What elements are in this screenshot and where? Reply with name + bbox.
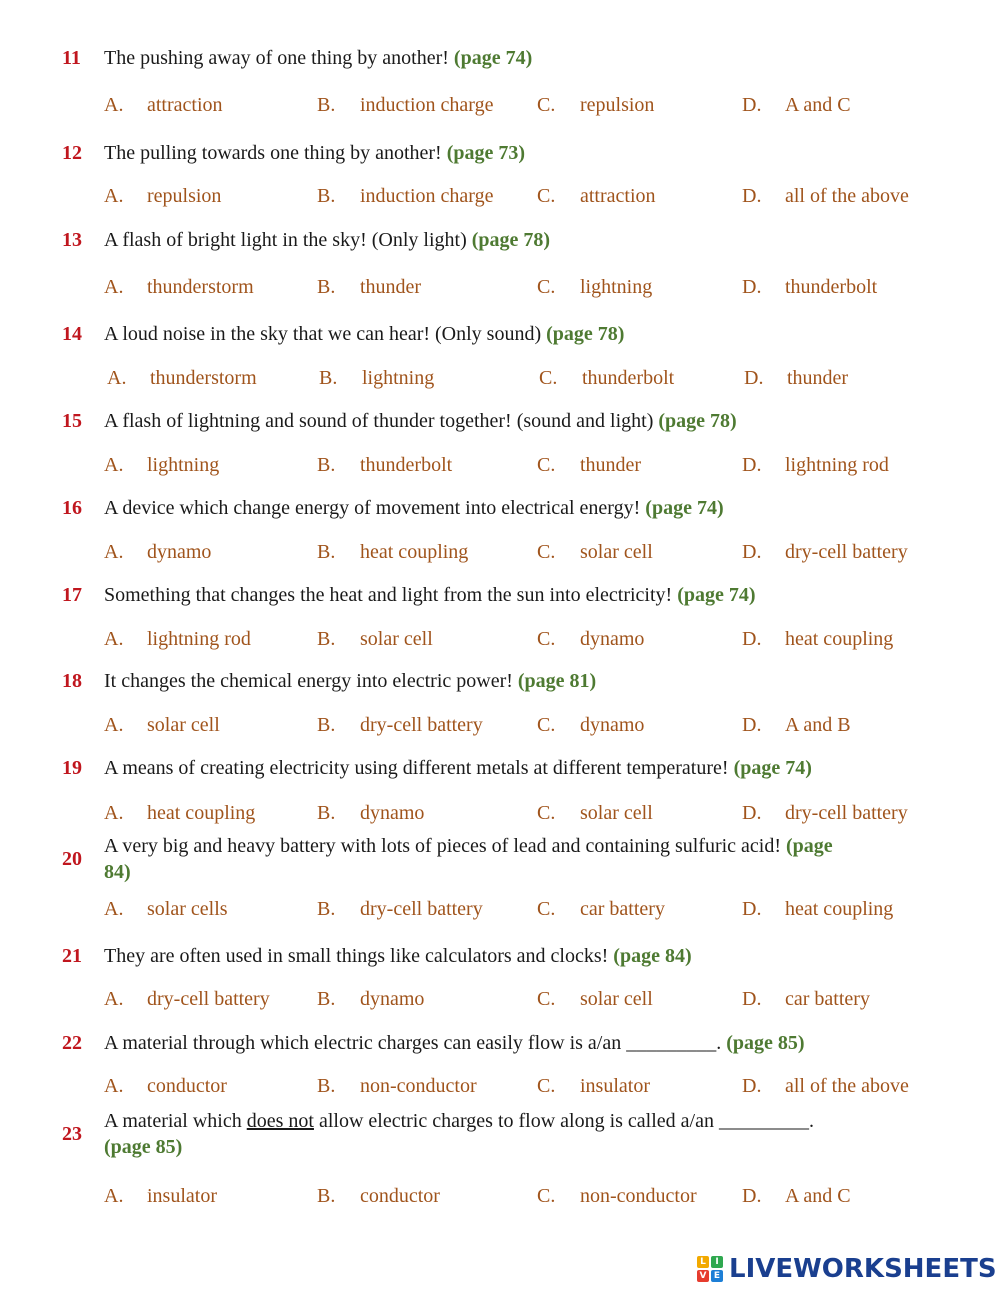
page-reference: (page 84): [104, 835, 833, 883]
page-reference: (page 74): [645, 497, 724, 519]
option-b[interactable]: B. thunderbolt: [317, 454, 453, 476]
option-c[interactable]: C. dynamo: [537, 714, 645, 736]
option-d[interactable]: D. heat coupling: [742, 898, 894, 920]
option-d[interactable]: D. A and C: [742, 1185, 851, 1207]
question-number: 15: [62, 410, 82, 432]
question-stem: A flash of bright light in the sky! (Only light) (page 78): [104, 229, 551, 251]
page-reference: (page 74): [453, 47, 533, 69]
question-stem: Something that changes the heat and light from the sun into electricity! (page 74): [104, 584, 756, 606]
question-number: 18: [62, 670, 82, 692]
page-reference: (page 73): [446, 142, 526, 164]
question-number: 11: [62, 47, 81, 69]
logo-mark-icon: L I V E: [697, 1256, 723, 1282]
option-d[interactable]: D. all of the above: [742, 1075, 909, 1097]
question-stem: The pushing away of one thing by another! (page 74): [104, 47, 533, 69]
page-reference: (page 81): [517, 670, 597, 692]
question-number: 13: [62, 229, 82, 251]
option-b[interactable]: B. heat coupling: [317, 541, 469, 563]
option-a[interactable]: A. heat coupling: [104, 802, 256, 824]
option-a[interactable]: A. repulsion: [104, 185, 222, 207]
option-d[interactable]: D. thunderbolt: [742, 276, 878, 298]
option-a[interactable]: A. lightning: [104, 454, 220, 476]
option-c[interactable]: C. repulsion: [537, 94, 655, 116]
page-reference: (page 74): [733, 757, 812, 779]
option-c[interactable]: C. thunderbolt: [539, 367, 675, 389]
option-a[interactable]: A. dynamo: [104, 541, 212, 563]
option-a[interactable]: A. insulator: [104, 1185, 217, 1207]
page-reference: (page 84): [613, 945, 692, 967]
question-stem: A loud noise in the sky that we can hear! (Only sound) (page 78): [104, 323, 625, 345]
option-b[interactable]: B. thunder: [317, 276, 422, 298]
option-d[interactable]: D. dry-cell battery: [742, 802, 908, 824]
option-c[interactable]: C. car battery: [537, 898, 665, 920]
option-c[interactable]: C. lightning: [537, 276, 653, 298]
question-stem: The pulling towards one thing by another! (page 73): [104, 142, 526, 164]
option-b[interactable]: B. dynamo: [317, 988, 425, 1010]
liveworksheets-logo[interactable]: [697, 1254, 997, 1284]
option-d[interactable]: D. car battery: [742, 988, 870, 1010]
underlined-text: does not: [246, 1110, 314, 1132]
question-stem: A means of creating electricity using different metals at different temperature! (page 74): [104, 757, 812, 779]
question-stem: A material through which electric charges can easily flow is a/an _________. (page 85): [104, 1032, 805, 1054]
question-stem: A device which change energy of movement into electrical energy! (page 74): [104, 497, 724, 519]
option-b[interactable]: B. induction charge: [317, 185, 494, 207]
option-b[interactable]: B. dry-cell battery: [317, 714, 483, 736]
question-number: 12: [62, 142, 82, 164]
question-number: 17: [62, 584, 82, 606]
question-number: 20: [62, 848, 82, 870]
option-d[interactable]: D. thunder: [744, 367, 849, 389]
option-d[interactable]: D. dry-cell battery: [742, 541, 908, 563]
option-c[interactable]: C. solar cell: [537, 541, 653, 563]
question-number: 16: [62, 497, 82, 519]
option-c[interactable]: C. solar cell: [537, 988, 653, 1010]
logo-text: LIVEWORKSHEETS: [729, 1254, 997, 1284]
option-a[interactable]: A. attraction: [104, 94, 223, 116]
option-b[interactable]: B. dry-cell battery: [317, 898, 483, 920]
option-c[interactable]: C. solar cell: [537, 802, 653, 824]
option-d[interactable]: D. lightning rod: [742, 454, 889, 476]
question-number: 22: [62, 1032, 82, 1054]
option-a[interactable]: A. solar cell: [104, 714, 220, 736]
question-number: 14: [62, 323, 82, 345]
option-a[interactable]: A. lightning rod: [104, 628, 251, 650]
option-a[interactable]: A. solar cells: [104, 898, 228, 920]
option-a[interactable]: A. dry-cell battery: [104, 988, 270, 1010]
option-d[interactable]: D. A and C: [742, 94, 851, 116]
option-b[interactable]: B. lightning: [319, 367, 435, 389]
page-reference: (page 78): [546, 323, 625, 345]
question-stem: It changes the chemical energy into electric power! (page 81): [104, 670, 597, 692]
option-d[interactable]: D. all of the above: [742, 185, 909, 207]
option-b[interactable]: B. dynamo: [317, 802, 425, 824]
option-d[interactable]: D. A and B: [742, 714, 851, 736]
page-reference: (page 78): [658, 410, 737, 432]
option-c[interactable]: C. dynamo: [537, 628, 645, 650]
page-reference: (page 74): [677, 584, 756, 606]
option-b[interactable]: B. non-conductor: [317, 1075, 477, 1097]
question-stem: They are often used in small things like calculators and clocks! (page 84): [104, 945, 692, 967]
question-number: 23: [62, 1123, 82, 1145]
option-c[interactable]: C. attraction: [537, 185, 656, 207]
option-a[interactable]: A. conductor: [104, 1075, 227, 1097]
page-reference: (page 85): [726, 1032, 805, 1054]
option-c[interactable]: C. thunder: [537, 454, 642, 476]
question-number: 21: [62, 945, 82, 967]
page-reference: (page 78): [471, 229, 551, 251]
option-b[interactable]: B. induction charge: [317, 94, 494, 116]
page-reference: (page 85): [104, 1136, 183, 1158]
option-b[interactable]: B. solar cell: [317, 628, 433, 650]
option-b[interactable]: B. conductor: [317, 1185, 440, 1207]
question-stem: A very big and heavy battery with lots of pieces of lead and containing sulfuric acid! (page 84): [104, 835, 833, 883]
option-c[interactable]: C. insulator: [537, 1075, 650, 1097]
option-d[interactable]: D. heat coupling: [742, 628, 894, 650]
option-c[interactable]: C. non-conductor: [537, 1185, 697, 1207]
question-number: 19: [62, 757, 82, 779]
question-stem: A material which does not allow electric charges to flow along is called a/an _________. (page 85): [104, 1110, 814, 1158]
question-stem: A flash of lightning and sound of thunder together! (sound and light) (page 78): [104, 410, 737, 432]
option-a[interactable]: A. thunderstorm: [107, 367, 257, 389]
option-a[interactable]: A. thunderstorm: [104, 276, 254, 298]
